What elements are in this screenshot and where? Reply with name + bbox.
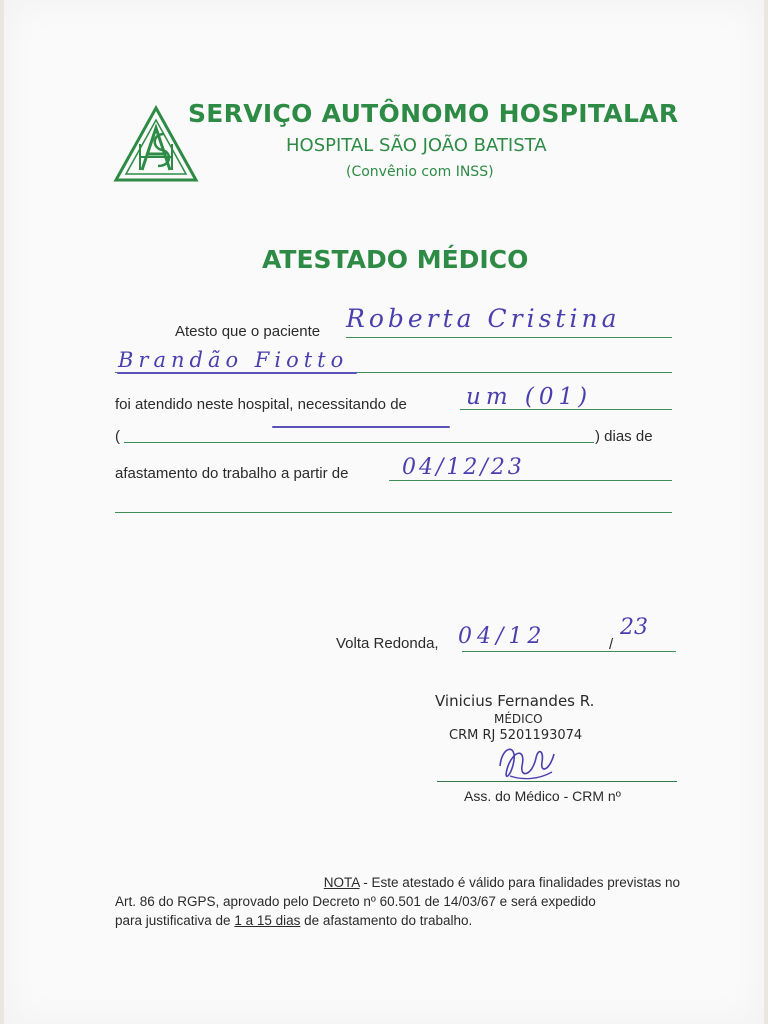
note-text-part1: - Este atestado é válido para finalidades previstas no bbox=[359, 875, 680, 890]
city-label: Volta Redonda, bbox=[336, 635, 439, 652]
hospital-logo bbox=[112, 104, 200, 184]
note-line-3-end: de afastamento do trabalho. bbox=[300, 913, 473, 928]
doctor-role-stamp: MÉDICO bbox=[494, 712, 543, 726]
certificate-page bbox=[4, 0, 764, 1024]
blank-line bbox=[115, 512, 672, 513]
note-line-2: Art. 86 do RGPS, aprovado pelo Decreto nº 60.501 de 14/03/67 e será expedido bbox=[115, 894, 596, 909]
leave-date: 04/12/23 bbox=[402, 455, 525, 480]
days-words-line bbox=[124, 442, 594, 443]
document-title: ATESTADO MÉDICO bbox=[262, 245, 529, 274]
open-paren: ( bbox=[115, 428, 120, 445]
patient-line-1 bbox=[346, 337, 672, 338]
leave-label: afastamento do trabalho a partir de bbox=[115, 465, 349, 482]
patient-name-line-2: Brandão Fiotto bbox=[118, 348, 349, 372]
signature-caption: Ass. do Médico - CRM nº bbox=[464, 788, 621, 804]
patient-name-line-1: Roberta Cristina bbox=[346, 304, 621, 333]
days-suffix: ) dias de bbox=[595, 428, 653, 445]
hospital-name: HOSPITAL SÃO JOÃO BATISTA bbox=[286, 135, 547, 156]
doctor-name-stamp: Vinicius Fernandes R. bbox=[435, 692, 595, 710]
city-date-line bbox=[462, 651, 676, 652]
note-label: NOTA bbox=[323, 875, 360, 890]
days-handwritten: um (01) bbox=[466, 384, 593, 410]
organization-name: SERVIÇO AUTÔNOMO HOSPITALAR bbox=[188, 99, 679, 128]
agreement-note: (Convênio com INSS) bbox=[346, 164, 494, 180]
note-line-3-start: para justificativa de bbox=[115, 913, 235, 928]
city-date-handwritten: 04/12 bbox=[458, 624, 547, 649]
city-year-handwritten: 23 bbox=[620, 615, 648, 640]
handwritten-underline bbox=[117, 372, 357, 374]
handwritten-stroke bbox=[272, 426, 450, 428]
doctor-crm-stamp: CRM RJ 5201193074 bbox=[449, 728, 583, 743]
leave-date-line bbox=[389, 480, 672, 481]
signature-line bbox=[437, 781, 677, 782]
city-date-separator: / bbox=[609, 636, 614, 653]
legal-note bbox=[115, 873, 680, 930]
patient-label: Atesto que o paciente bbox=[175, 323, 321, 340]
note-day-range: 1 a 15 dias bbox=[234, 913, 301, 928]
attended-label: foi atendido neste hospital, necessitando de bbox=[115, 396, 407, 413]
